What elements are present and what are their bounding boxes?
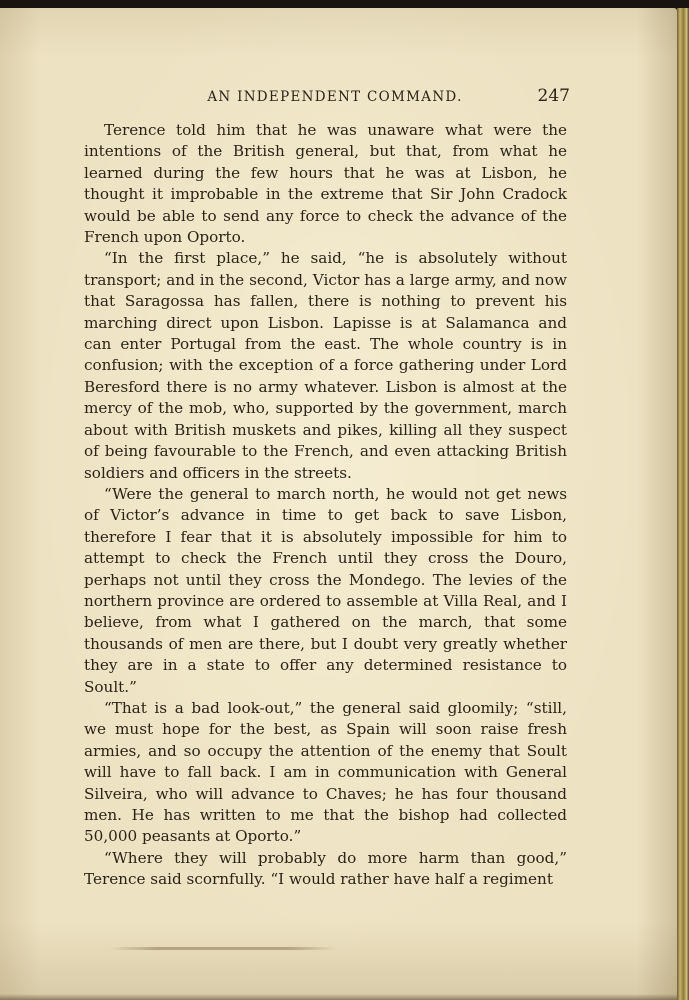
paragraph: “Where they will probably do more harm than good,” Terence said scornfully. “I would rather have half a regiment	[84, 848, 567, 889]
paragraph: Terence told him that he was unaware what were the intentions of the British general, but that, from what he learned during the few hours that he was at Lisbon, he thought it improbable in the extreme that Sir John Cradock would be able to send any force to check the advance of the French upon Oporto.	[84, 121, 567, 247]
paragraph: “Were the general to march north, he would not get news of Victor’s advance in time to get back to save Lisbon, therefore I fear that it is absolutely impossible for him to attempt to check the French until they cross the Douro, perhaps not until they cross the Mondego. The levies of the northern province are ordered to assemble at Villa Real, and I believe, from what I gathered on the march, that some thousands of men are there, but I doubt very greatly whether they are in a state to offer any determined resistance to Soult.”	[84, 484, 567, 696]
page-edge-gilt	[677, 8, 689, 1000]
paragraph: “In the first place,” he said, “he is absolutely without transport; and in the second, Victor has a large army, and now that Saragossa has fallen, there is nothing to prevent his marching direct upon Lisbon. Lapisse is at Salamanca and can enter Portugal from the east. The whole country is in confusion; with the exception of a force gathering under Lord Beresford there is no army whatever. Lisbon is almost at the mercy of the mob, who, supported by the government, march about with British muskets and pikes, killing all they suspect of being favourable to the French, and even attacking British soldiers and officers in the streets.	[84, 249, 567, 482]
print-smudge	[110, 947, 335, 950]
page-number: 247	[537, 86, 570, 106]
body-text	[84, 120, 567, 891]
running-header	[100, 86, 570, 110]
running-title: AN INDEPENDENT COMMAND.	[207, 89, 463, 105]
page-bottom-shadow	[0, 994, 677, 1000]
paragraph: “That is a bad look-out,” the general said gloomily; “still, we must hope for the best, as Spain will soon raise fresh armies, and so occupy the attention of the enemy that Soult will have to fall back. I am in communication with General Silveira, who will advance to Chaves; he has four thousand men. He has written to me that the bishop had collected 50,000 peasants at Oporto.”	[84, 698, 567, 846]
